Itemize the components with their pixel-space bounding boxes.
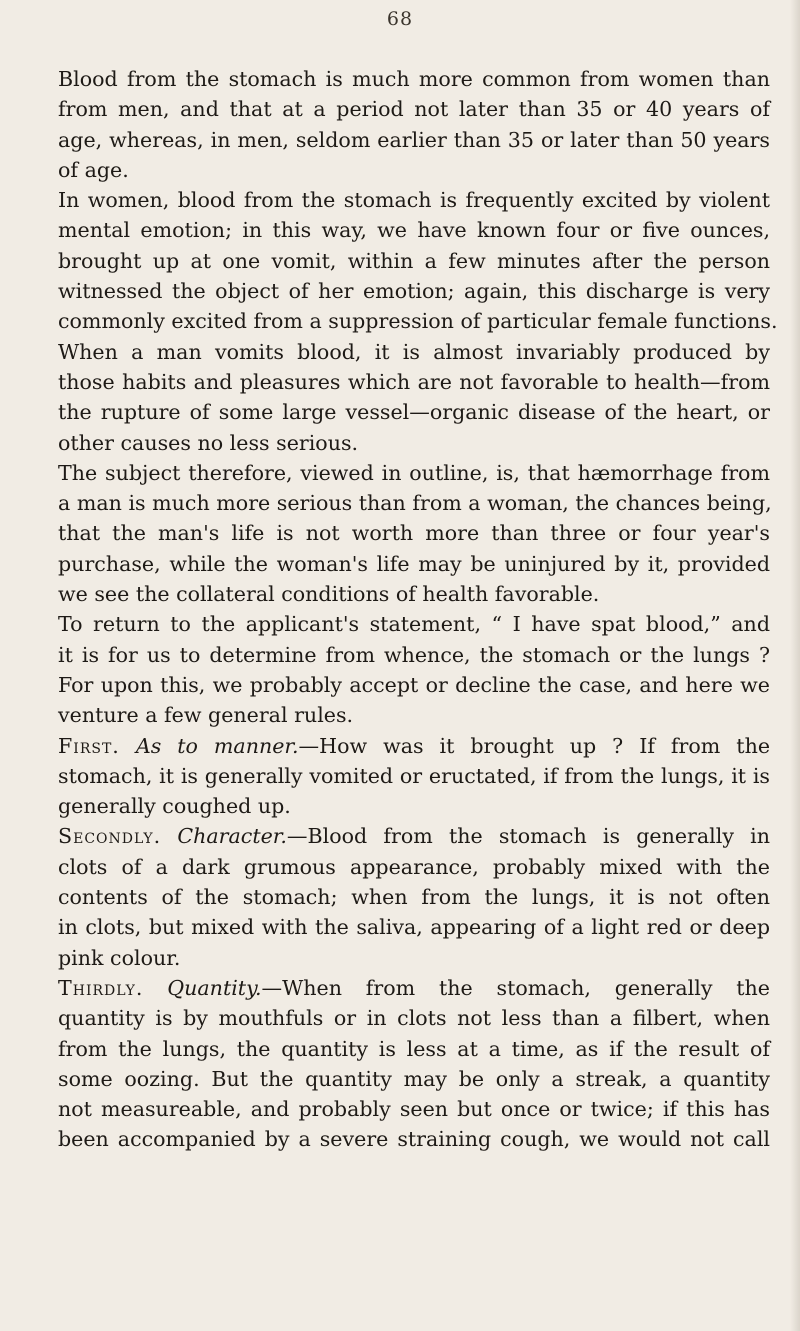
text-line: brought up at one vomit, within a few minutes after the person [58,248,770,273]
text-line: stomach, it is generally vomited or eructated, if from the lungs, it is [58,763,770,788]
text-line: In women, blood from the stomach is frequently excited by violent [58,188,770,213]
text-line: in clots, but mixed with the saliva, appearing of a light red or deep [58,915,770,940]
text-line: the rupture of some large vessel—organic disease of the heart, or [58,400,770,425]
text-run: —When from the stomach, generally the [261,975,770,1000]
section-heading: Character. [177,824,287,849]
paragraph [58,337,770,458]
body-text [58,64,778,1155]
section-heading: Quantity. [167,975,262,1000]
text-line: been accompanied by a severe straining cough, we would not call [58,1127,770,1152]
text-line: not measureable, and probably seen but once or twice; if this has [58,1097,770,1122]
text-line: For upon this, we probably accept or decline the case, and here we [58,672,770,697]
paragraph [58,64,770,185]
text-line: that the man's life is not worth more than three or four year's [58,521,770,546]
paragraph-secondly [58,821,770,972]
text-line [58,973,770,1003]
text-line: a man is much more serious than from a woman, the chances being, [58,491,772,516]
text-line: commonly excited from a suppression of particular female functions. [58,309,778,334]
text-line: Blood from the stomach is much more common from women than [58,67,770,91]
text-run: —Blood from the stomach is generally in [286,824,771,849]
text-line: age, whereas, in men, seldom earlier than 35 or later than 50 years [58,127,770,152]
text-line: contents of the stomach; when from the lungs, it is not often [58,885,770,910]
text-line: purchase, while the woman's life may be uninjured by it, provided [58,551,770,576]
paragraph-thirdly [58,973,770,1155]
text-line: clots of a dark grumous appearance, probably mixed with the [58,854,770,879]
paragraph [58,185,778,336]
text-line: those habits and pleasures which are not favorable to health—from [58,369,770,394]
section-lead: Secondly. [58,824,162,849]
text-line: When a man vomits blood, it is almost invariably produced by [58,339,770,364]
text-line: it is for us to determine from whence, the stomach or the lungs ? [58,642,770,667]
text-line: venture a few general rules. [58,703,354,728]
text-line: some oozing. But the quantity may be only a streak, a quantity [58,1066,770,1091]
text-line: To return to the applicant's statement, “ I have spat blood,” and [58,612,770,637]
text-line: The subject therefore, viewed in outline, is, that hæmorrhage from [58,460,770,485]
text-run: —How was it brought up ? If from the [298,733,771,758]
section-lead: First. [58,733,120,758]
paragraph [58,609,770,730]
text-line: other causes no less serious. [58,430,359,455]
text-line [58,821,770,851]
text-line: from men, and that at a period not later than 35 or 40 years of [58,97,770,122]
page-number: 68 [386,8,414,30]
text-line [58,731,770,761]
text-line: from the lungs, the quantity is less at a time, as if the result of [58,1036,770,1061]
text-line: of age. [58,157,129,182]
section-heading: As to manner. [135,733,299,758]
text-line: generally coughed up. [58,794,291,819]
paragraph-first [58,731,770,822]
text-line: pink colour. [58,945,181,970]
paragraph [58,458,770,609]
text-line: quantity is by mouthfuls or in clots not less than a filbert, when [58,1006,770,1031]
text-line: we see the collateral conditions of health favorable. [58,582,600,607]
page-edge-shadow [790,0,800,1331]
section-lead: Thirdly. [58,975,144,1000]
text-line: witnessed the object of her emotion; again, this discharge is very [58,279,770,304]
text-line: mental emotion; in this way, we have known four or five ounces, [58,218,770,243]
